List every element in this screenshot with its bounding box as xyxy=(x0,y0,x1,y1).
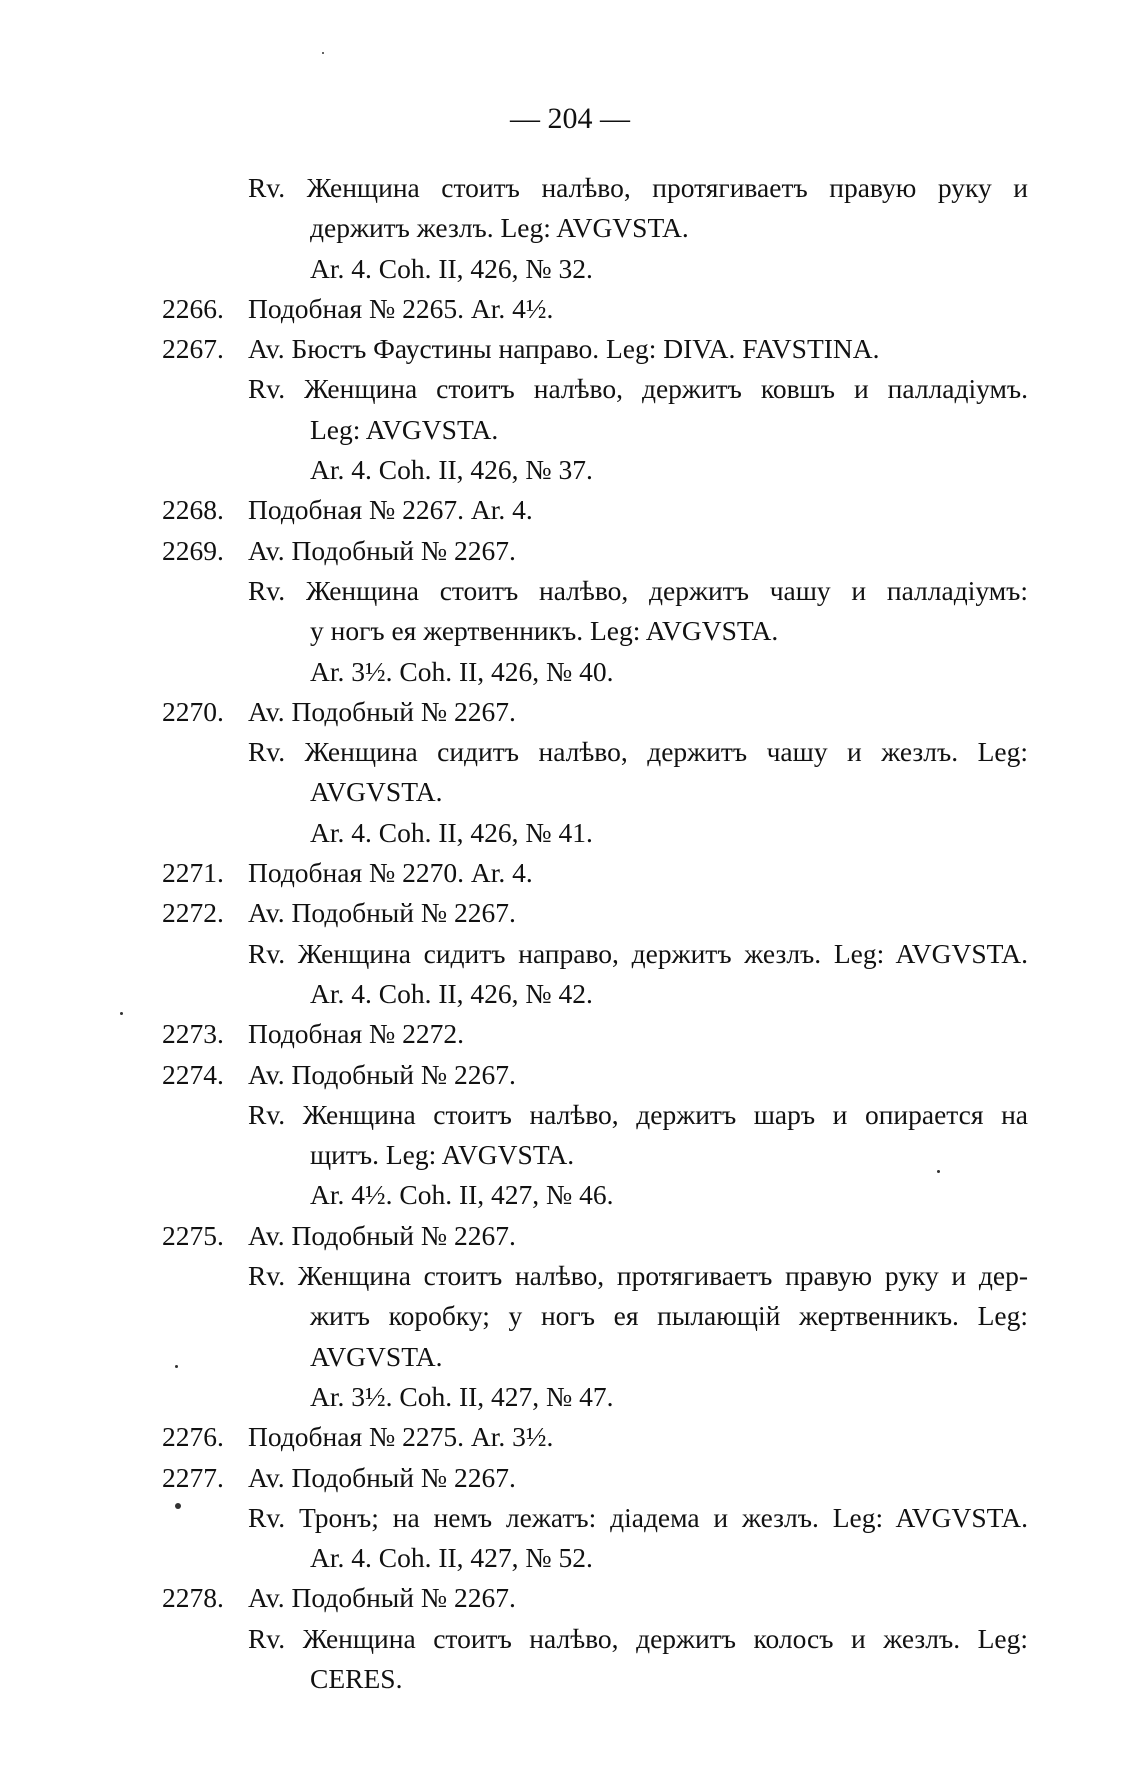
entry-text: AVGVSTA. xyxy=(310,1340,443,1372)
entry-text: Подобная № 2272. xyxy=(248,1018,464,1050)
entry-text: Av. Подобный № 2267. xyxy=(248,534,516,566)
catalog-line xyxy=(0,934,1140,974)
catalog-line xyxy=(0,652,1140,692)
entry-text: AVGVSTA. xyxy=(310,776,443,808)
entry-number: 2272. xyxy=(162,897,224,929)
catalog-line xyxy=(0,208,1140,248)
entry-text: Подобная № 2270. Ar. 4. xyxy=(248,857,533,889)
entry-text: Rv. Женщина стоитъ налѣво, протягиваетъ правую руку и дер- xyxy=(248,1260,1028,1292)
catalog-line xyxy=(0,329,1140,369)
entry-number: 2269. xyxy=(162,534,224,566)
entry-text: Ar. 3½. Coh. II, 427, № 47. xyxy=(310,1380,614,1412)
entry-number: 2276. xyxy=(162,1421,224,1453)
entry-text: Rv. Женщина стоитъ налѣво, держитъ ковшъ и палладіумъ. xyxy=(248,373,1028,405)
catalog-line xyxy=(0,531,1140,571)
catalog-line xyxy=(0,1055,1140,1095)
entry-text: Ar. 4. Coh. II, 427, № 52. xyxy=(310,1542,593,1574)
entry-text: Rv. Женщина стоитъ налѣво, протягиваетъ правую руку и xyxy=(248,172,1028,203)
entry-number: 2277. xyxy=(162,1461,224,1493)
catalog-line xyxy=(0,692,1140,732)
entry-text: CERES. xyxy=(310,1662,403,1694)
catalog-line xyxy=(0,410,1140,450)
entry-text: Ar. 4½. Coh. II, 427, № 46. xyxy=(310,1179,614,1211)
entry-text: житъ коробку; у ногъ ея пылающій жертвенникъ. Leg: xyxy=(310,1300,1028,1332)
entry-text: Ar. 3½. Coh. II, 426, № 40. xyxy=(310,655,614,687)
entry-text: Rv. Тронъ; на немъ лежатъ: діадема и жезлъ. Leg: AVGVSTA. xyxy=(248,1501,1028,1533)
catalog-line xyxy=(0,1538,1140,1578)
entry-number: 2267. xyxy=(162,333,224,365)
entry-text: Rv. Женщина стоитъ налѣво, держитъ чашу и палладіумъ: xyxy=(248,574,1028,606)
entry-number: 2266. xyxy=(162,292,224,324)
entry-text: Rv. Женщина сидитъ направо, держитъ жезлъ. Leg: AVGVSTA. xyxy=(248,937,1028,969)
scan-speck xyxy=(175,1503,181,1509)
catalog-line xyxy=(0,369,1140,409)
entry-text: Подобная № 2275. Ar. 3½. xyxy=(248,1421,554,1453)
entry-text: Rv. Женщина сидитъ налѣво, держитъ чашу и жезлъ. Leg: xyxy=(248,736,1028,768)
entry-text: Av. Подобный № 2267. xyxy=(248,1461,516,1493)
entry-text: Ar. 4. Coh. II, 426, № 37. xyxy=(310,454,593,486)
entry-text: Av. Бюстъ Фаустины направо. Leg: DIVA. FAVSTINA. xyxy=(248,333,880,365)
scan-speck xyxy=(120,1012,123,1015)
entry-text: Rv. Женщина стоитъ налѣво, держитъ шаръ и опирается на xyxy=(248,1098,1028,1130)
catalog-line xyxy=(0,1014,1140,1054)
entry-number: 2268. xyxy=(162,494,224,526)
catalog-line xyxy=(0,1377,1140,1417)
entry-number: 2278. xyxy=(162,1582,224,1614)
entry-text: Av. Подобный № 2267. xyxy=(248,897,516,929)
entry-text: Av. Подобный № 2267. xyxy=(248,1058,516,1090)
catalog-line xyxy=(0,1619,1140,1659)
entry-text: Av. Подобный № 2267. xyxy=(248,1582,516,1614)
catalog-line xyxy=(0,1659,1140,1699)
entry-text: Ar. 4. Coh. II, 426, № 42. xyxy=(310,977,593,1009)
entry-text: щитъ. Leg: AVGVSTA. xyxy=(310,1139,575,1171)
entry-text: у ногъ ея жертвенникъ. Leg: AVGVSTA. xyxy=(310,615,779,647)
catalog-line xyxy=(0,450,1140,490)
catalog-line xyxy=(0,813,1140,853)
catalog-line xyxy=(0,1296,1140,1336)
catalog-line xyxy=(0,772,1140,812)
catalog-line xyxy=(0,974,1140,1014)
catalog-line xyxy=(0,1417,1140,1457)
catalog-line xyxy=(0,732,1140,772)
entry-number: 2273. xyxy=(162,1018,224,1050)
entry-text: Rv. Женщина стоитъ налѣво, держитъ колосъ и жезлъ. Leg: xyxy=(248,1622,1028,1654)
catalog-line xyxy=(0,611,1140,651)
scan-speck xyxy=(322,52,324,54)
entry-text: Av. Подобный № 2267. xyxy=(248,1219,516,1251)
catalog-line xyxy=(0,168,1140,208)
entry-text: Leg: AVGVSTA. xyxy=(310,413,499,445)
entry-text: Ar. 4. Coh. II, 426, № 32. xyxy=(310,252,593,284)
catalog-line xyxy=(0,1458,1140,1498)
entry-number: 2275. xyxy=(162,1219,224,1251)
catalog-line xyxy=(0,853,1140,893)
entry-number: 2271. xyxy=(162,857,224,889)
catalog-line xyxy=(0,289,1140,329)
catalog-line xyxy=(0,1578,1140,1618)
catalog-text xyxy=(0,168,1140,1699)
entry-text: Ar. 4. Coh. II, 426, № 41. xyxy=(310,816,593,848)
catalog-line xyxy=(0,1175,1140,1215)
catalog-line xyxy=(0,571,1140,611)
page-number: — 204 — xyxy=(510,102,630,135)
catalog-line xyxy=(0,1337,1140,1377)
entry-text: Av. Подобный № 2267. xyxy=(248,695,516,727)
catalog-line xyxy=(0,1256,1140,1296)
catalog-line xyxy=(0,1135,1140,1175)
catalog-line xyxy=(0,1498,1140,1538)
entry-text: Подобная № 2267. Ar. 4. xyxy=(248,494,533,526)
scan-speck xyxy=(175,1365,178,1368)
entry-text: Подобная № 2265. Ar. 4½. xyxy=(248,292,554,324)
entry-number: 2274. xyxy=(162,1058,224,1090)
entry-text: держитъ жезлъ. Leg: AVGVSTA. xyxy=(310,212,689,244)
scan-speck xyxy=(937,1170,940,1173)
catalog-line xyxy=(0,490,1140,530)
catalog-line xyxy=(0,249,1140,289)
entry-number: 2270. xyxy=(162,695,224,727)
catalog-line xyxy=(0,893,1140,933)
catalog-line xyxy=(0,1216,1140,1256)
catalog-line xyxy=(0,1095,1140,1135)
